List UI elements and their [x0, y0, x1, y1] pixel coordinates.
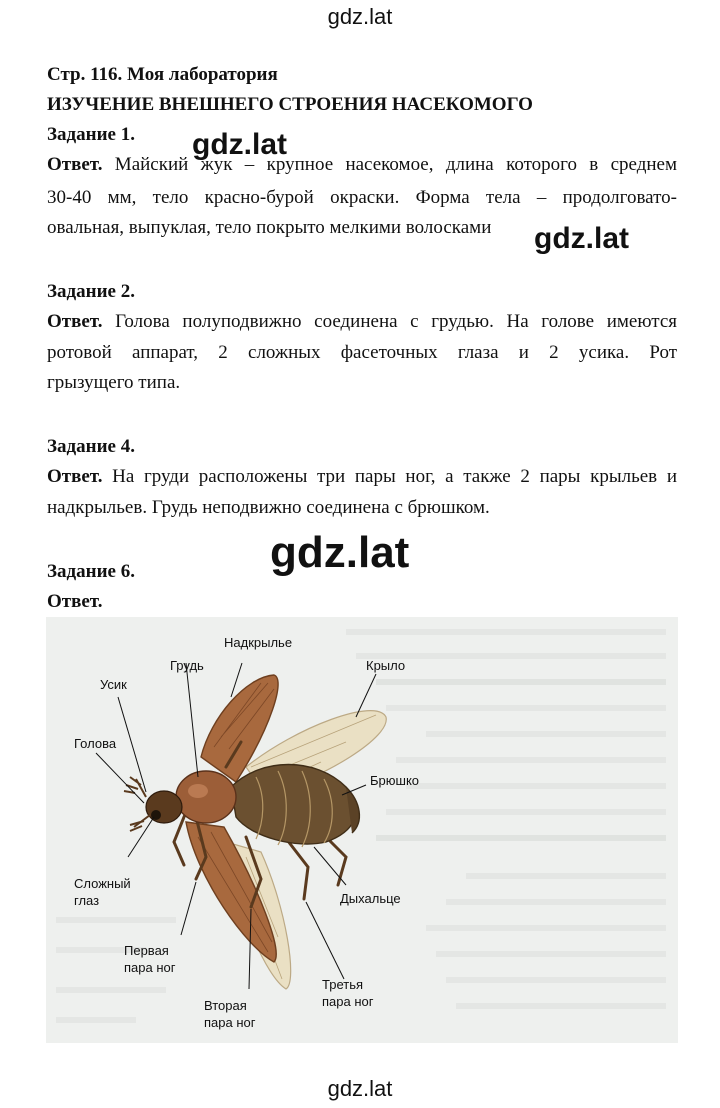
thorax-highlight — [188, 784, 208, 798]
answer-text: На груди расположены три пары ног, а также 2 пары крыльев и — [102, 466, 677, 487]
answer-text: Голова полуподвижно соединена с грудью. На голове имеются — [102, 311, 677, 332]
label-spiracle: Дыхальце — [340, 891, 401, 906]
task-1-answer-line-1 — [47, 150, 677, 180]
label-third-legs-sub: пара ног — [322, 994, 374, 1009]
abdomen — [231, 765, 359, 848]
page-title: ИЗУЧЕНИЕ ВНЕШНЕГО СТРОЕНИЯ НАСЕКОМОГО — [47, 94, 533, 115]
task-1-answer-line-3: овальная, выпуклая, тело покрыто мелкими волосками — [47, 217, 492, 238]
answer-label: Ответ. — [47, 154, 103, 175]
label-compound-eye-sub: глаз — [74, 893, 100, 908]
label-compound-eye: Сложный — [74, 876, 131, 891]
task-4-answer-line-1 — [47, 462, 677, 492]
task-1-label: Задание 1. — [47, 124, 135, 145]
answer-label: Ответ. — [47, 311, 103, 332]
label-second-legs-sub: пара ног — [204, 1015, 256, 1030]
label-head: Голова — [74, 736, 117, 751]
label-second-legs: Вторая — [204, 998, 247, 1013]
beetle-diagram — [46, 617, 678, 1043]
task-2-label: Задание 2. — [47, 281, 135, 302]
watermark-top: gdz.lat — [327, 4, 393, 29]
head — [124, 777, 182, 831]
task-6-label: Задание 6. — [47, 561, 135, 582]
task-1-answer-line-2: 30-40 мм, тело красно-бурой окраски. Форма тела – продолговато- — [47, 187, 677, 208]
watermark: gdz.lat — [534, 222, 629, 255]
label-elytron: Надкрылье — [224, 635, 293, 650]
task-2-answer-line-2: ротовой аппарат, 2 сложных фасеточных глаза и 2 усика. Рот — [47, 342, 677, 363]
task-6-answer-label: Ответ. — [47, 591, 103, 612]
thorax — [176, 771, 236, 823]
answer-label: Ответ. — [47, 466, 103, 487]
label-first-legs: Первая — [124, 943, 169, 958]
task-2-answer-line-1 — [47, 307, 677, 337]
label-antenna: Усик — [100, 677, 127, 692]
label-third-legs: Третья — [322, 977, 364, 992]
answer-text: Майский жук – крупное насекомое, длина которого в среднем — [102, 154, 677, 175]
label-first-legs-sub: пара ног — [124, 960, 176, 975]
watermark: gdz.lat — [192, 128, 287, 161]
page-reference: Стр. 116. Моя лаборатория — [47, 64, 278, 85]
task-4-answer-line-2: надкрыльев. Грудь неподвижно соединена с брюшком. — [47, 497, 490, 518]
task-2-answer-line-3: грызущего типа. — [47, 372, 181, 393]
label-thorax: Грудь — [170, 658, 204, 673]
label-abdomen: Брюшко — [370, 773, 420, 788]
watermark-bottom: gdz.lat — [327, 1076, 393, 1101]
watermark: gdz.lat — [270, 528, 410, 577]
label-wing: Крыло — [366, 658, 406, 673]
task-4-label: Задание 4. — [47, 436, 135, 457]
beetle-illustration — [46, 617, 678, 1043]
